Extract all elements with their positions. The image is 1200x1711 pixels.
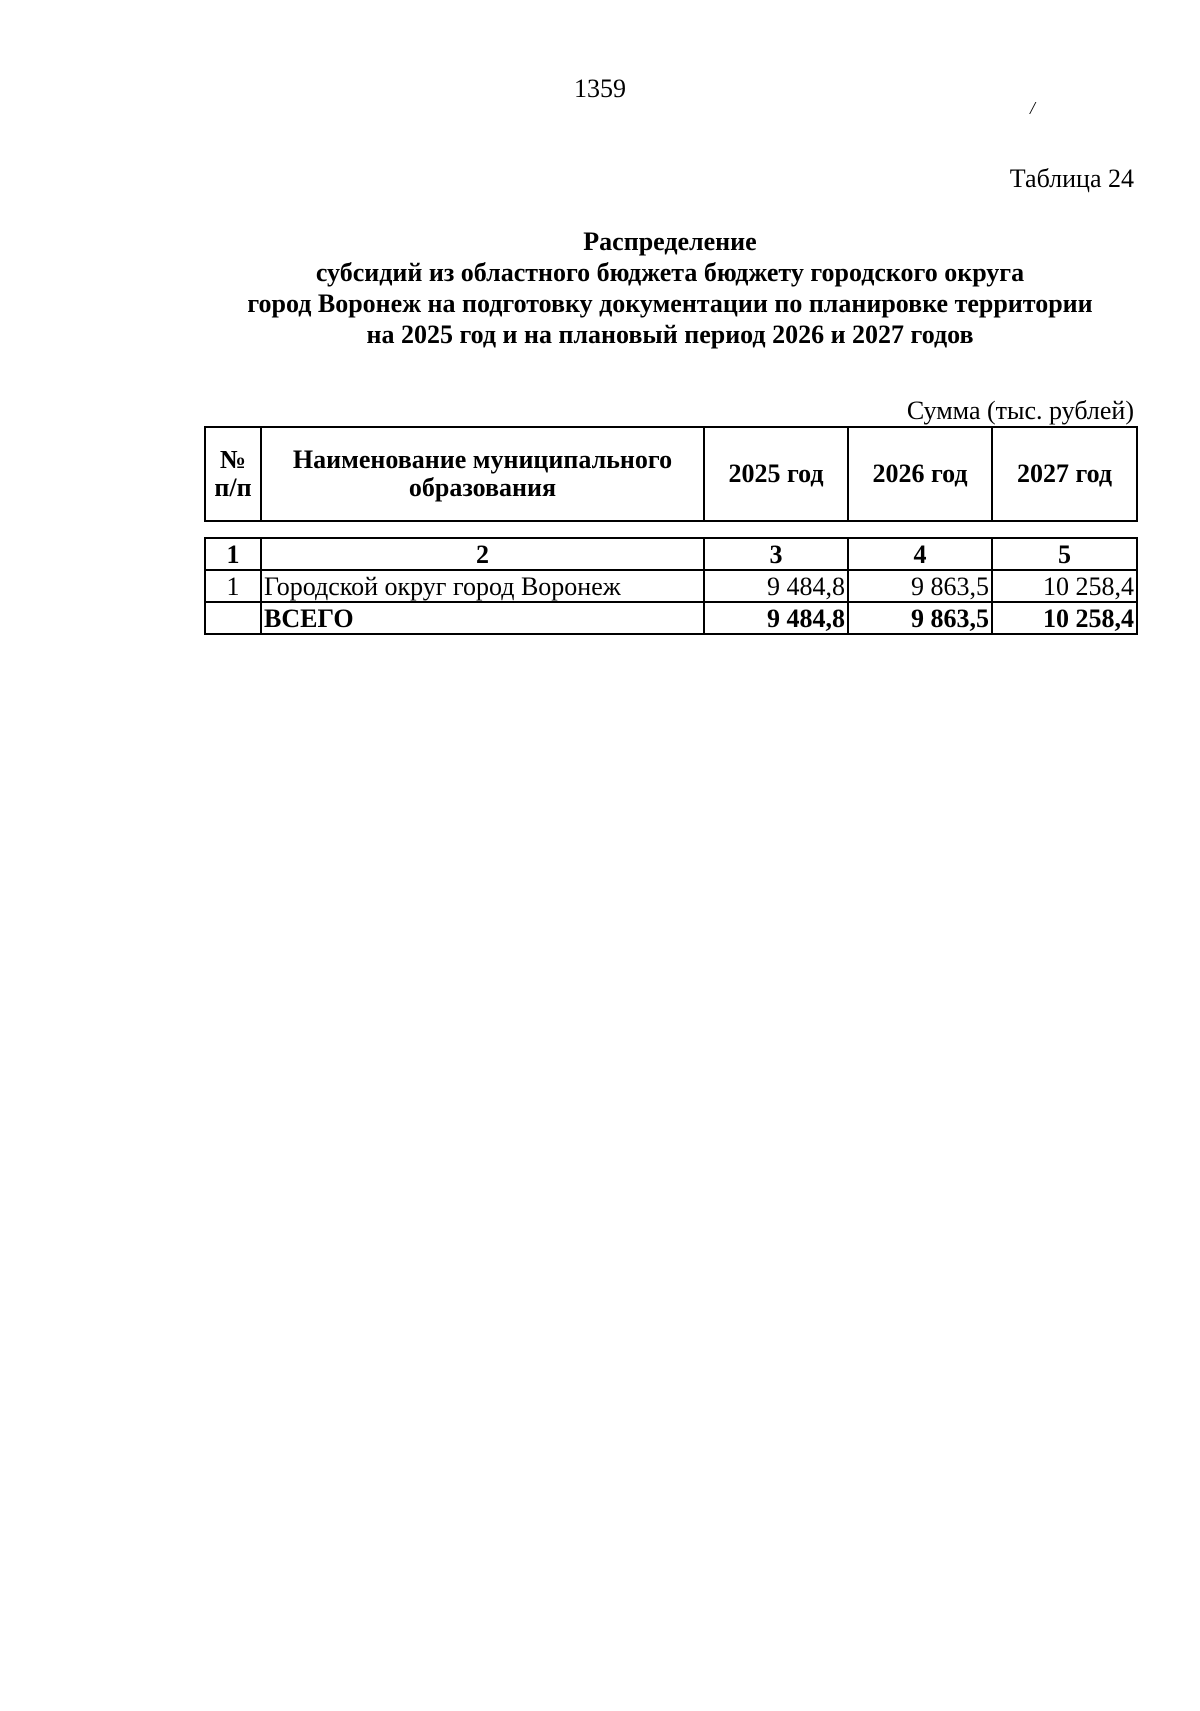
column-number: 5 bbox=[992, 538, 1137, 570]
total-2027: 10 258,4 bbox=[992, 602, 1137, 634]
header-name-line-1: Наименование муниципального bbox=[292, 445, 673, 474]
total-num bbox=[205, 602, 261, 634]
title-line-2: субсидий из областного бюджета бюджету городского округа bbox=[315, 258, 1025, 287]
header-2026: 2026 год bbox=[848, 427, 992, 521]
row-name: Городской округ город Воронеж bbox=[261, 570, 704, 602]
column-number: 2 bbox=[261, 538, 704, 570]
header-2027: 2027 год bbox=[992, 427, 1137, 521]
total-2025: 9 484,8 bbox=[704, 602, 848, 634]
table-row bbox=[205, 570, 1137, 602]
document-title bbox=[150, 226, 1190, 350]
column-number-row bbox=[205, 538, 1137, 570]
total-row bbox=[205, 602, 1137, 634]
row-2026: 9 863,5 bbox=[848, 570, 992, 602]
total-label: ВСЕГО bbox=[261, 602, 704, 634]
row-num: 1 bbox=[205, 570, 261, 602]
column-number: 3 bbox=[704, 538, 848, 570]
header-name bbox=[261, 427, 704, 521]
table-header bbox=[204, 426, 1138, 522]
header-num-line-2: п/п bbox=[214, 473, 252, 502]
stray-mark: / bbox=[1030, 98, 1036, 118]
header-2025: 2025 год bbox=[704, 427, 848, 521]
title-line-1: Распределение bbox=[583, 227, 757, 256]
header-num-line-1: № bbox=[219, 445, 247, 474]
row-2027: 10 258,4 bbox=[992, 570, 1137, 602]
data-table bbox=[204, 537, 1138, 635]
row-2025: 9 484,8 bbox=[704, 570, 848, 602]
column-number: 1 bbox=[205, 538, 261, 570]
title-line-3: город Воронеж на подготовку документации по планировке территории bbox=[247, 289, 1093, 318]
table-label: Таблица 24 bbox=[1009, 164, 1134, 193]
header-name-line-2: образования bbox=[408, 473, 557, 502]
page-number: 1359 bbox=[574, 74, 626, 103]
total-2026: 9 863,5 bbox=[848, 602, 992, 634]
header-row bbox=[205, 427, 1137, 521]
header-num bbox=[205, 427, 261, 521]
column-number: 4 bbox=[848, 538, 992, 570]
units-label: Сумма (тыс. рублей) bbox=[906, 396, 1134, 425]
title-line-4: на 2025 год и на плановый период 2026 и 2027 годов bbox=[366, 320, 974, 349]
